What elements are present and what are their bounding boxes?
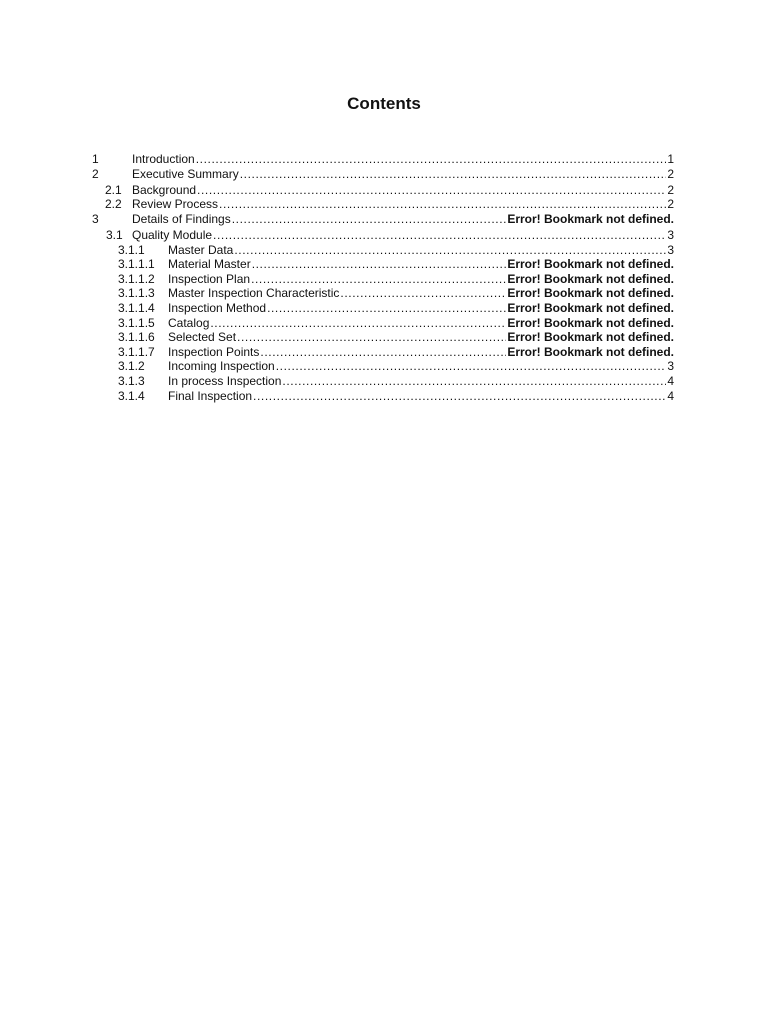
dot-leader [232, 212, 507, 227]
bookmark-error-text: Error! Bookmark not defined. [507, 271, 674, 286]
toc-entry-number: 1 [92, 152, 99, 166]
toc-entry-title: In process Inspection [168, 373, 282, 388]
table-of-contents [92, 152, 674, 403]
toc-entry[interactable] [92, 316, 674, 331]
toc-entry[interactable] [92, 167, 674, 182]
toc-page-number: 2 [667, 166, 674, 181]
dot-leader [282, 374, 666, 389]
dot-leader [251, 272, 506, 287]
toc-entry[interactable] [92, 257, 674, 272]
page-title: Contents [347, 94, 421, 113]
toc-entry-number: 3.1.1 [118, 242, 145, 257]
toc-entry-title: Quality Module [132, 227, 213, 242]
toc-page-number: 3 [667, 242, 674, 257]
toc-entry-title: Details of Findings [132, 211, 231, 226]
toc-page-number: 4 [667, 388, 674, 403]
bookmark-error-text: Error! Bookmark not defined. [507, 257, 674, 272]
dot-leader [219, 197, 666, 212]
toc-entry-number: 3.1.1.3 [118, 286, 155, 301]
toc-entry-title: Master Inspection Characteristic [168, 286, 340, 301]
bookmark-error-text: Error! Bookmark not defined. [507, 344, 674, 359]
toc-entry-number: 3.1.1.2 [118, 271, 155, 286]
toc-entry-number: 3.1.1.5 [118, 315, 155, 330]
toc-entry-title: Executive Summary [132, 166, 239, 181]
toc-entry-number: 3.1.1.1 [118, 257, 155, 272]
toc-entry[interactable] [92, 183, 674, 198]
toc-entry-title: Catalog [168, 315, 210, 330]
toc-entry-title: Background [132, 182, 197, 197]
toc-entry[interactable] [92, 243, 674, 258]
toc-entry-title: Selected Set [168, 330, 237, 345]
dot-leader [196, 152, 667, 167]
dot-leader [213, 228, 666, 243]
bookmark-error-text: Error! Bookmark not defined. [507, 315, 674, 330]
bookmark-error-text: Error! Bookmark not defined. [507, 286, 674, 301]
toc-entry-title: Introduction [132, 152, 195, 166]
dot-leader [260, 345, 506, 360]
toc-entry-title: Inspection Plan [168, 271, 251, 286]
toc-page-number: 3 [667, 359, 674, 374]
toc-page-number: 2 [667, 197, 674, 212]
toc-entry[interactable] [92, 152, 674, 167]
toc-entry-number: 2.1 [105, 182, 122, 197]
toc-entry[interactable] [92, 272, 674, 287]
toc-entry-number: 3.1.3 [118, 373, 145, 388]
toc-entry-number: 3.1 [106, 227, 123, 242]
toc-entry-title: Inspection Method [168, 300, 267, 315]
toc-entry-number: 3.1.4 [118, 388, 145, 403]
toc-entry-number: 2.2 [105, 197, 122, 212]
toc-entry-title: Master Data [168, 242, 234, 257]
toc-entry-title: Incoming Inspection [168, 359, 275, 374]
toc-entry-number: 3 [92, 211, 99, 226]
toc-entry-title: Material Master [168, 257, 251, 272]
toc-page-number: 1 [667, 152, 674, 166]
toc-page-number: 4 [667, 373, 674, 388]
dot-leader [267, 301, 506, 316]
bookmark-error-text: Error! Bookmark not defined. [507, 300, 674, 315]
toc-entry-title: Final Inspection [168, 388, 253, 403]
toc-entry[interactable] [92, 374, 674, 389]
dot-leader [237, 330, 506, 345]
toc-page-number: 2 [667, 182, 674, 197]
toc-entry-number: 3.1.1.7 [118, 344, 155, 359]
dot-leader [210, 316, 506, 331]
dot-leader [252, 257, 507, 272]
toc-entry-title: Inspection Points [168, 344, 260, 359]
toc-entry[interactable] [92, 197, 674, 212]
toc-entry-number: 3.1.1.6 [118, 330, 155, 345]
dot-leader [197, 183, 666, 198]
toc-entry-number: 2 [92, 166, 99, 181]
toc-entry-number: 3.1.1.4 [118, 300, 155, 315]
toc-entry[interactable] [92, 330, 674, 345]
dot-leader [240, 167, 667, 182]
toc-entry[interactable] [92, 389, 674, 404]
toc-entry[interactable] [92, 286, 674, 301]
dot-leader [340, 286, 506, 301]
toc-entry[interactable] [92, 345, 674, 360]
dot-leader [276, 359, 667, 374]
toc-entry[interactable] [92, 228, 674, 243]
dot-leader [253, 389, 666, 404]
toc-entry-number: 3.1.2 [118, 359, 145, 374]
toc-page-number: 3 [667, 227, 674, 242]
dot-leader [234, 243, 666, 258]
toc-entry-title: Review Process [132, 197, 219, 212]
toc-entry[interactable] [92, 212, 674, 227]
toc-entry[interactable] [92, 301, 674, 316]
bookmark-error-text: Error! Bookmark not defined. [507, 330, 674, 345]
bookmark-error-text: Error! Bookmark not defined. [507, 211, 674, 226]
toc-entry[interactable] [92, 359, 674, 374]
